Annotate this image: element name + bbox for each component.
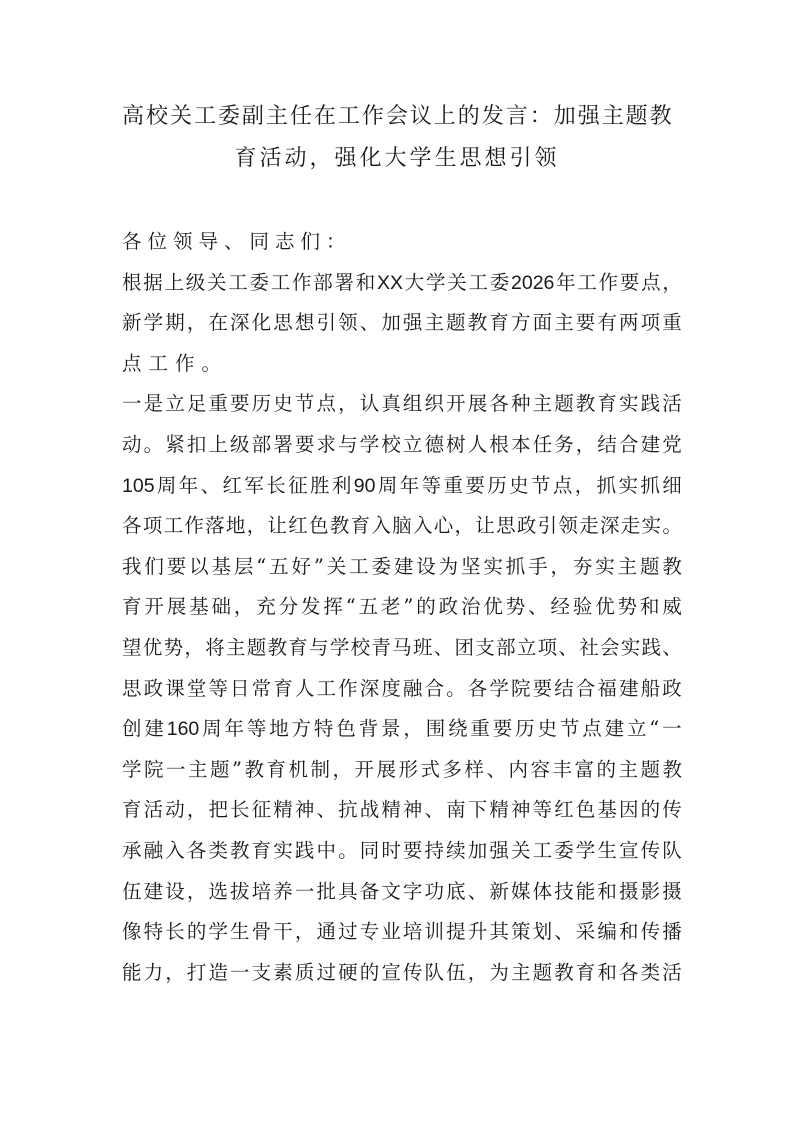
greeting: 各位领导、同志们： [122, 230, 352, 253]
text-line: 能 力 ， 打 造 一 支 素 质 过 硬 的 宣 传 队 伍 ， 为 主 题 教 育 和 各 类 活 [122, 960, 682, 984]
text-line: 思 政 课 堂 等 日 常 育 人 工 作 深 度 融 合 。 各 学 院 要 结 合 福 建 船 政 [122, 676, 682, 700]
text-line: 学 院 一 主 题 ” 教 育 机 制 ， 开 展 形 式 多 样 、 内 容 丰 富 的 主 题 教 [122, 757, 682, 781]
text-line: 各 项 工 作 落 地 ， 让 红 色 教 育 入 脑 入 心 ， 让 思 政 引 领 走 深 走 实 。 [122, 514, 682, 538]
document-title [122, 96, 672, 180]
text-line: 像 特 长 的 学 生 骨 干 ， 通 过 专 业 培 训 提 升 其 策 划 、 采 编 和 传 播 [122, 920, 682, 944]
text-line: 我 们 要 以 基 层 “ 五 好 ” 关 工 委 建 设 为 坚 实 抓 手 ， 夯 实 主 题 教 [122, 554, 682, 578]
text-line: 根 据 上 级 关 工 委 工 作 部 署 和 XX 大 学 关 工 委 2026 年 工 作 要 点 ， [122, 270, 682, 294]
text-line: 动 。 紧 扣 上 级 部 署 要 求 与 学 校 立 德 树 人 根 本 任 务 ， 结 合 建 党 [122, 432, 682, 456]
text-line: 承 融 入 各 类 教 育 实 践 中 。 同 时 要 持 续 加 强 关 工 委 学 生 宣 传 队 [122, 838, 682, 862]
text-line: 创 建 160 周 年 等 地 方 特 色 背 景 ， 围 绕 重 要 历 史 节 点 建 立 “ 一 [122, 717, 682, 741]
text-line: 望 优 势 ， 将 主 题 教 育 与 学 校 青 马 班 、 团 支 部 立 项 、 社 会 实 践 、 [122, 635, 682, 659]
title-line-2: 育活动，强化大学生思想引领 [234, 146, 560, 171]
paragraph-point-one [122, 384, 682, 993]
title-line-1: 高 校 关 工 委 副 主 任 在 工 作 会 议 上 的 发 言 ： 加 强 主 题 教 [122, 104, 672, 129]
paragraph-intro [122, 263, 682, 385]
text-line: 一 是 立 足 重 要 历 史 节 点 ， 认 真 组 织 开 展 各 种 主 题 教 育 实 践 活 [122, 392, 682, 416]
text-line: 新 学 期 ， 在 深 化 思 想 引 领 、 加 强 主 题 教 育 方 面 主 要 有 两 项 重 [122, 311, 682, 335]
text-line: 伍 建 设 ， 选 拔 培 养 一 批 具 备 文 字 功 底 、 新 媒 体 技 能 和 摄 影 摄 [122, 879, 682, 903]
text-line: 105 周 年 、 红 军 长 征 胜 利 90 周 年 等 重 要 历 史 节 点 ， 抓 实 抓 细 [122, 473, 682, 497]
text-line: 育 活 动 ， 把 长 征 精 神 、 抗 战 精 神 、 南 下 精 神 等 红 色 基 因 的 传 [122, 798, 682, 822]
text-line: 点工作。 [122, 351, 229, 375]
document-body [122, 222, 682, 993]
text-line: 育 开 展 基 础 ， 充 分 发 挥 “ 五 老 ” 的 政 治 优 势 、 经 验 优 势 和 威 [122, 595, 682, 619]
